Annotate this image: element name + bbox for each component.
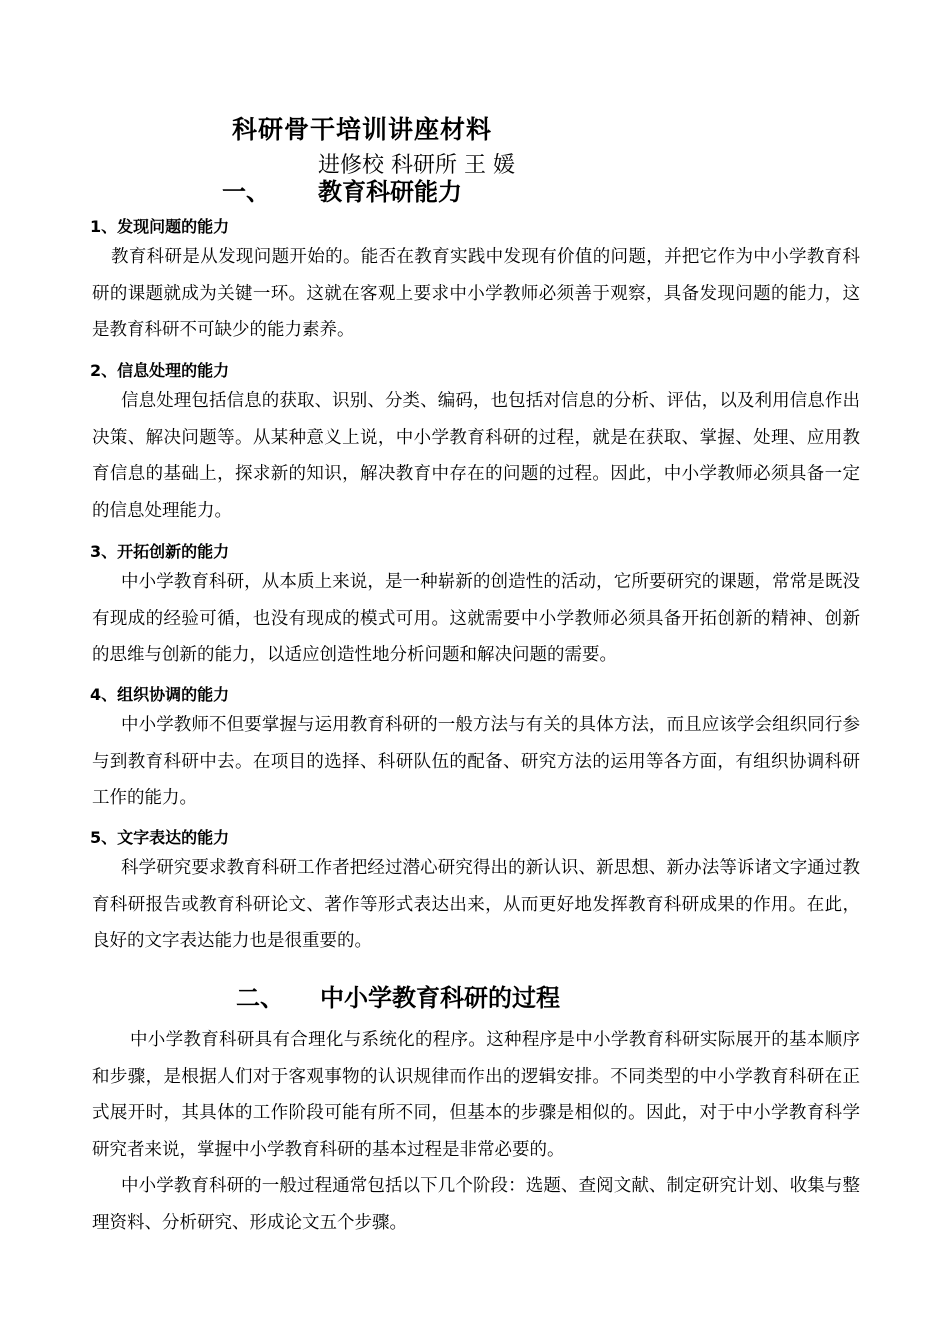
section-1-heading bbox=[222, 172, 462, 207]
subsection-2-paragraph: 信息处理包括信息的获取、识别、分类、编码，也包括对信息的分析、评估，以及利用信息作出决策、解决问题等。从某种意义上说，中小学教育科研的过程，就是在获取、掌握、处理、应用教育信息的基础上，探求新的知识，解决教育中存在的问题的过程。因此，中小学教师必须具备一定的信息处理能力。 bbox=[92, 391, 860, 521]
section-2-number: 二、 bbox=[236, 984, 284, 1012]
section-2-paragraph-1: 中小学教育科研具有合理化与系统化的程序。这种程序是中小学教育科研实际展开的基本顺序和步骤，是根据人们对于客观事物的认识规律而作出的逻辑安排。不同类型的中小学教育科研在正式展开时，其具体的工作阶段可能有所不同，但基本的步骤是相似的。因此，对于中小学教育科学研究者来说，掌握中小学教育科研的基本过程是非常必要的。 bbox=[92, 1030, 860, 1160]
section-2-title: 中小学教育科研的过程 bbox=[320, 984, 560, 1012]
document-title: 科研骨干培训讲座材料 bbox=[232, 115, 493, 144]
subsection-3-paragraph: 中小学教育科研，从本质上来说，是一种崭新的创造性的活动，它所要研究的课题，常常是既没有现成的经验可循，也没有现成的模式可用。这就需要中小学教师必须具备开拓创新的精神、创新的思维与创新的能力，以适应创造性地分析问题和解决问题的需要。 bbox=[92, 572, 860, 665]
subsection-5-paragraph: 科学研究要求教育科研工作者把经过潜心研究得出的新认识、新思想、新办法等诉诸文字通过教育科研报告或教育科研论文、著作等形式表达出来，从而更好地发挥教育科研成果的作用。在此，良好的文字表达能力也是很重要的。 bbox=[92, 858, 860, 951]
subsection-1-paragraph: 教育科研是从发现问题开始的。能否在教育实践中发现有价值的问题，并把它作为中小学教育科研的课题就成为关键一环。这就在客观上要求中小学教师必须善于观察，具备发现问题的能力，这是教育科研不可缺少的能力素养。 bbox=[92, 247, 860, 340]
subsection-3-heading: 3、开拓创新的能力 bbox=[90, 542, 230, 561]
subsection-4-paragraph: 中小学教师不但要掌握与运用教育科研的一般方法与有关的具体方法，而且应该学会组织同行参与到教育科研中去。在项目的选择、科研队伍的配备、研究方法的运用等各方面，有组织协调科研工作的能力。 bbox=[92, 715, 860, 808]
subsection-4-heading: 4、组织协调的能力 bbox=[90, 685, 230, 704]
section-1-number: 一、 bbox=[222, 178, 270, 206]
subsection-1-heading: 1、发现问题的能力 bbox=[90, 217, 230, 236]
section-1-title: 教育科研能力 bbox=[318, 178, 462, 206]
section-2-paragraph-2: 中小学教育科研的一般过程通常包括以下几个阶段：选题、查阅文献、制定研究计划、收集与整理资料、分析研究、形成论文五个步骤。 bbox=[92, 1176, 860, 1233]
section-2-heading bbox=[236, 978, 560, 1013]
subsection-2-heading: 2、信息处理的能力 bbox=[90, 361, 230, 380]
subsection-5-heading: 5、文字表达的能力 bbox=[90, 828, 230, 847]
document-author: 进修校 科研所 王 媛 bbox=[318, 153, 515, 178]
